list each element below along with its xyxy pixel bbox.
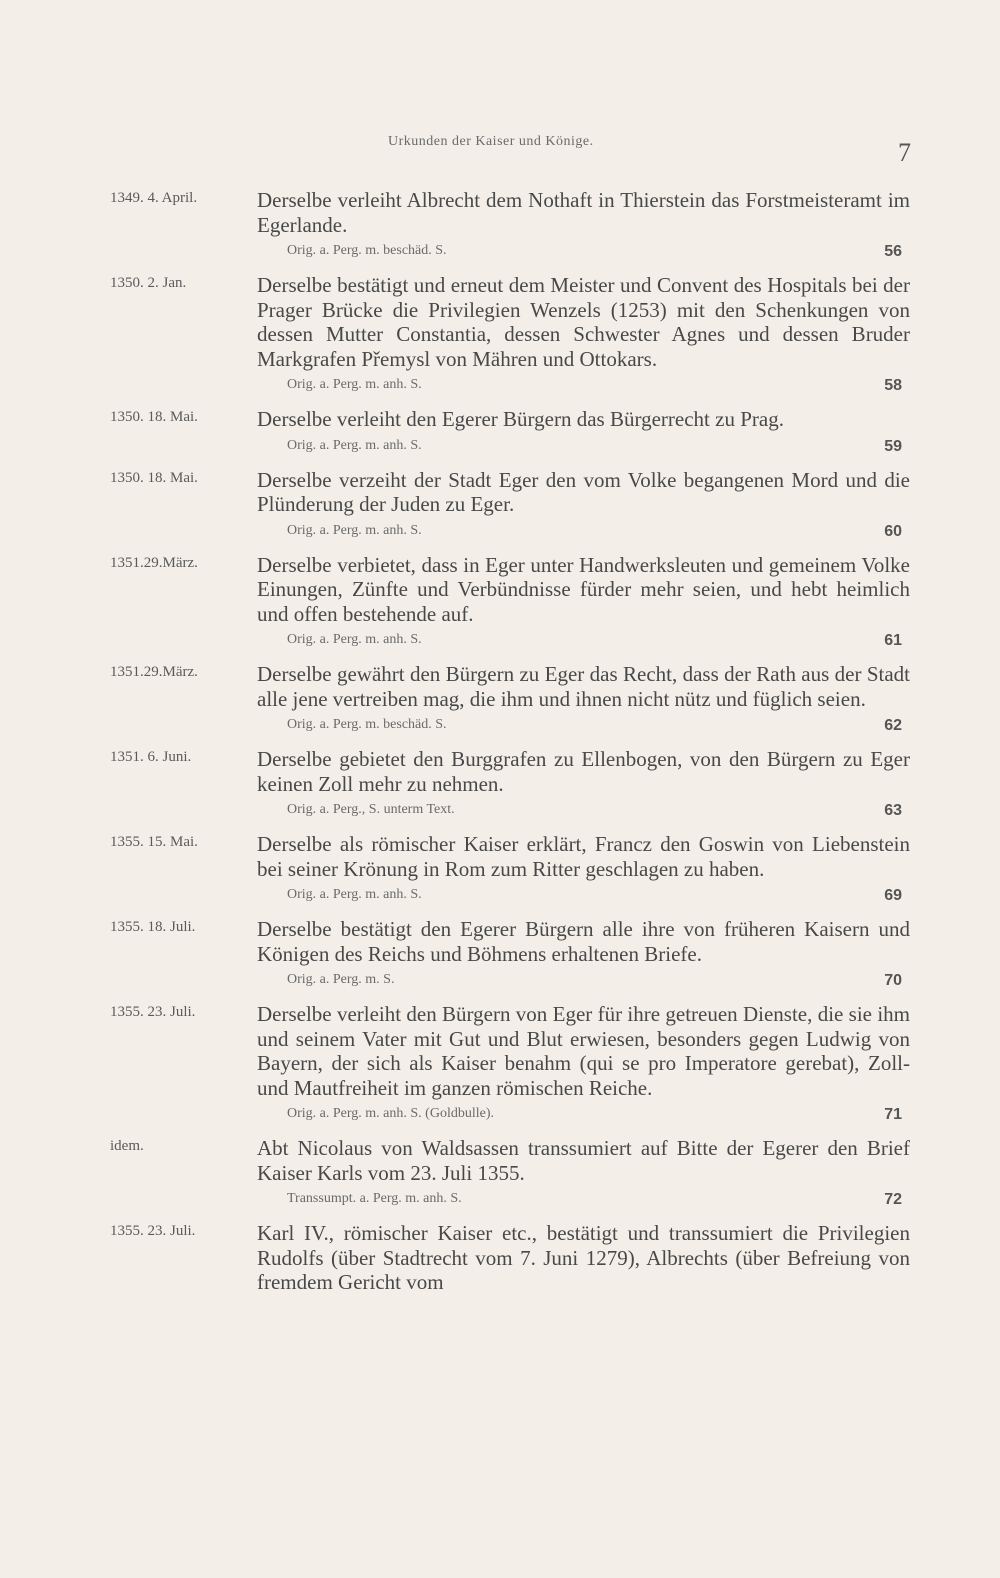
entry-note-row — [257, 517, 910, 551]
entry-number: 59 — [884, 437, 902, 455]
entry-note: Orig. a. Perg. m. anh. S. — [287, 522, 422, 538]
entry-note-row — [257, 796, 910, 830]
entry-date: 1350. 18. Mai. — [110, 469, 198, 486]
entry-date: 1350. 18. Mai. — [110, 409, 198, 425]
entry-note: Orig. a. Perg. m. anh. S. — [287, 887, 422, 902]
entry-date: 1351.29.März. — [110, 664, 198, 680]
entry-date: 1355. 18. Juli. — [110, 919, 196, 935]
entry-date: 1350. 2. Jan. — [110, 275, 187, 291]
entry-text: Karl IV., römischer Kaiser etc., bestätigt und transsumiert die Privilegien Rudolfs (über Stadtrecht vom 7. Juni 1279), Albrechts (über Befreiung von fremdem Gericht vom — [257, 1221, 910, 1294]
entry-note: Orig. a. Perg. m. beschäd. S. — [287, 243, 447, 258]
entry-note-row — [257, 432, 910, 466]
entry-date: 1351.29.März. — [110, 554, 198, 571]
entry-text: Derselbe gebietet den Burggrafen zu Ellenbogen, von den Bürgern zu Eger keinen Zoll mehr zu nehmen. — [257, 747, 910, 796]
entry-text: Abt Nicolaus von Waldsassen transsumiert auf Bitte der Egerer den Brief Kaiser Karls vom 23. Juli 1355. — [257, 1136, 910, 1185]
entry — [110, 1002, 910, 1134]
entry-note: Transsumpt. a. Perg. m. anh. S. — [287, 1191, 462, 1206]
entry-number: 63 — [884, 802, 902, 819]
page-number: 7 — [898, 138, 911, 167]
entry — [110, 832, 910, 915]
entry-date: idem. — [110, 1138, 144, 1154]
entry-note-row — [257, 1185, 910, 1219]
entry-note: Orig. a. Perg. m. beschäd. S. — [287, 717, 447, 732]
entry-number: 56 — [884, 243, 902, 260]
entry-note: Orig. a. Perg., S. unterm Text. — [287, 802, 455, 817]
entry-text: Derselbe verleiht den Bürgern von Eger für ihre getreuen Dienste, die sie ihm und seinem Vater mit Gut und Blut erwiesen, besonders gegen Ludwig von Bayern, der sich als Kaiser benahm (qui se pro Imperatore gerebat), Zoll- und Mautfreiheit im ganzen römischen Reiche. — [257, 1002, 910, 1100]
entry-note: Orig. a. Perg. m. anh. S. — [287, 632, 422, 647]
entry-number: 69 — [884, 887, 902, 904]
entry-number: 72 — [884, 1191, 902, 1208]
entry-note-row — [257, 966, 910, 1000]
entry-note-row — [257, 626, 910, 660]
entry — [110, 917, 910, 1000]
entry-text: Derselbe verbietet, dass in Eger unter Handwerksleuten und gemeinem Volke Einungen, Zünfte und Verbündnisse fürder mehr seien, und hebt heimlich und offen bestehende auf. — [257, 552, 910, 626]
entry — [110, 188, 910, 271]
entry-note-row — [257, 881, 910, 915]
entry-note: Orig. a. Perg. m. anh. S. (Goldbulle). — [287, 1106, 494, 1121]
entries-list — [110, 188, 910, 1297]
entry-number: 70 — [884, 972, 902, 989]
entry-date: 1355. 23. Juli. — [110, 1223, 196, 1239]
entry-note: Orig. a. Perg. m. anh. S. — [287, 377, 422, 392]
entry-text: Derselbe verzeiht der Stadt Eger den vom Volke begangenen Mord und die Plünderung der Juden zu Eger. — [257, 467, 910, 516]
entry-text: Derselbe verleiht den Egerer Bürgern das Bürgerrecht zu Prag. — [257, 407, 784, 431]
entry-note-row — [257, 1100, 910, 1134]
entry — [110, 273, 910, 405]
entry-number: 60 — [884, 522, 902, 540]
entry-number: 61 — [884, 632, 902, 649]
entry — [110, 553, 910, 661]
entry — [110, 1221, 910, 1295]
entry-text: Derselbe verleiht Albrecht dem Nothaft in Thierstein das Forstmeisteramt im Egerlande. — [257, 188, 910, 237]
entry-text: Derselbe als römischer Kaiser erklärt, Francz den Goswin von Liebenstein bei seiner Krönung in Rom zum Ritter geschlagen zu haben. — [257, 832, 910, 881]
entry-note-row — [257, 711, 910, 745]
entry-date: 1355. 23. Juli. — [110, 1004, 196, 1020]
entry — [110, 662, 910, 745]
entry-note: Orig. a. Perg. m. anh. S. — [287, 437, 422, 453]
entry-number: 71 — [884, 1106, 902, 1123]
entry-number: 62 — [884, 717, 902, 734]
entry-text: Derselbe bestätigt den Egerer Bürgern alle ihre von früheren Kaisern und Königen des Reichs und Böhmens erhaltenen Briefe. — [257, 917, 910, 966]
entry — [110, 747, 910, 830]
entry-date: 1355. 15. Mai. — [110, 834, 198, 850]
entry-text: Derselbe gewährt den Bürgern zu Eger das Recht, dass der Rath aus der Stadt alle jene vertreiben mag, die ihm und ihnen nicht nütz und füglich seien. — [257, 662, 910, 711]
entry — [110, 407, 910, 466]
entry-note: Orig. a. Perg. m. S. — [287, 972, 395, 987]
entry-number: 58 — [884, 377, 902, 394]
running-title: Urkunden der Kaiser und Könige. — [388, 134, 594, 149]
entry-date: 1351. 6. Juni. — [110, 749, 192, 765]
entry — [110, 468, 910, 551]
entry-note-row — [257, 371, 910, 405]
entry-text: Derselbe bestätigt und erneut dem Meister und Convent des Hospitals bei der Prager Brücke die Privilegien Wenzels (1253) mit den Schenkungen von dessen Mutter Constantia, dessen Schwester Agnes und dessen Bruder Markgrafen Přemysl von Mähren und Ottokars. — [257, 273, 910, 371]
entry-note-row — [257, 237, 910, 271]
entry-date: 1349. 4. April. — [110, 190, 198, 206]
entry — [110, 1136, 910, 1219]
